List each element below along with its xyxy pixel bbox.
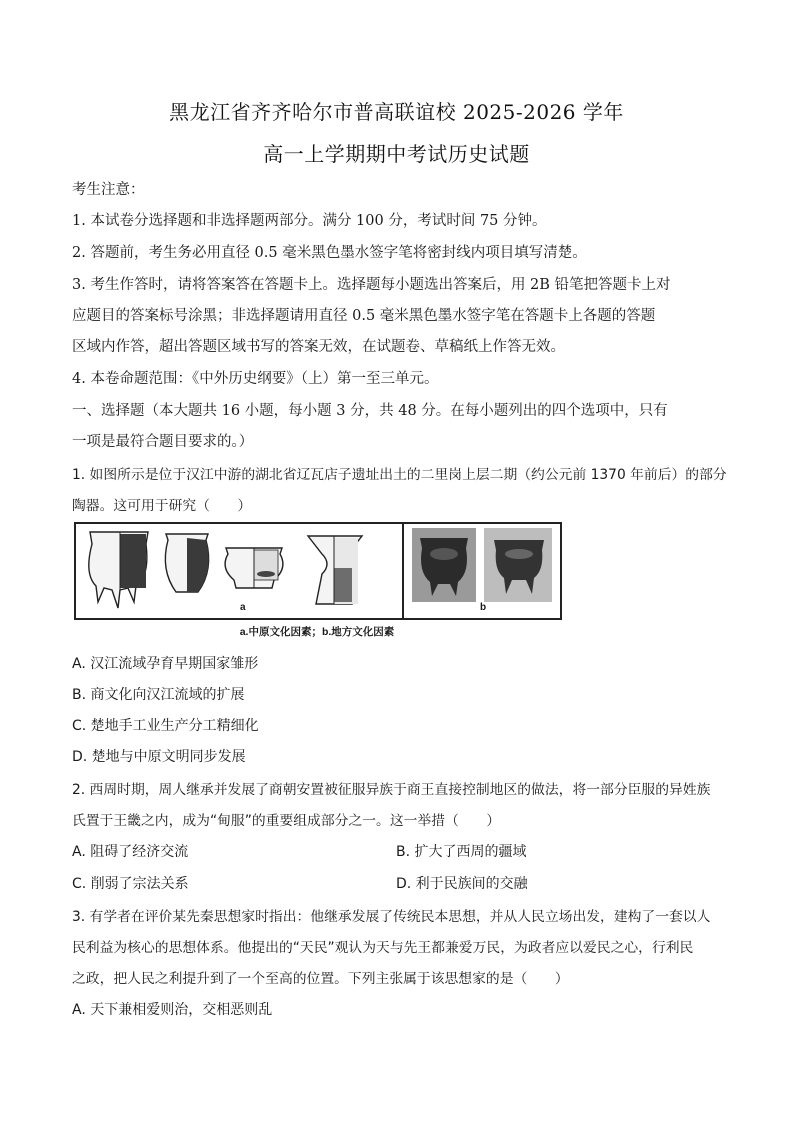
q3-stem-cont: 民利益为核心的思想体系。他提出的“天民”观认为天与先王都兼爱万民，为政者应以爱民之心，行利民 (72, 940, 694, 956)
q2-option-c: C. 削弱了宗法关系 (72, 876, 189, 892)
figure-caption: a.中原文化因素；b.地方文化因素 (239, 626, 395, 638)
figure-panel-a (74, 522, 404, 620)
q1-option-d: D. 楚地与中原文明同步发展 (72, 749, 246, 765)
notice-item: 2. 答题前，考生务必用直径 0.5 毫米黑色墨水签字笔将密封线内项目填写清楚。 (72, 245, 587, 261)
section-heading: 一、选择题（本大题共 16 小题，每小题 3 分，共 48 分。在每小题列出的四个选项中，只有 (72, 403, 668, 419)
figure-label-a: a (240, 602, 246, 613)
q2-stem: 2. 西周时期，周人继承并发展了商朝安置被征服异族于商王直接控制地区的做法，将一部分臣服的异姓族 (72, 782, 711, 798)
q1-option-a: A. 汉江流域孕育早期国家雏形 (72, 656, 259, 672)
notice-item: 应题目的答案标号涂黑；非选择题请用直径 0.5 毫米黑色墨水签字笔在答题卡上各题的答题 (72, 308, 656, 324)
q1-option-b: B. 商文化向汉江流域的扩展 (72, 687, 245, 703)
q3-option-a: A. 天下兼相爱则治，交相恶则乱 (72, 1002, 273, 1018)
q2-option-b: B. 扩大了西周的疆域 (396, 844, 527, 860)
notice-item: 4. 本卷命题范围：《中外历史纲要》（上）第一至三单元。 (72, 371, 439, 387)
q1-option-c: C. 楚地手工业生产分工精细化 (72, 718, 259, 734)
q2-option-a: A. 阻碍了经济交流 (72, 844, 189, 860)
notice-heading: 考生注意： (72, 182, 145, 198)
q1-stem: 1. 如图所示是位于汉江中游的湖北省辽瓦店子遗址出土的二里岗上层二期（约公元前 1370 年前后）的部分 (72, 467, 727, 483)
notice-item: 区域内作答，超出答题区域书写的答案无效，在试题卷、草稿纸上作答无效。 (72, 339, 565, 355)
figure-label-b: b (480, 602, 487, 613)
section-heading-cont: 一项是最符合题目要求的。） (72, 434, 254, 450)
q1-stem-cont: 陶器。这可用于研究（ ） (72, 498, 252, 514)
pottery-figure (74, 522, 560, 640)
q3-stem-cont: 之政，把人民之利提升到了一个至高的位置。下列主张属于该思想家的是（ ） (72, 971, 569, 987)
q3-stem: 3. 有学者在评价某先秦思想家时指出：他继承发展了传统民本思想，并从人民立场出发，建构了一套以人 (72, 909, 711, 925)
q2-stem-cont: 氏置于王畿之内，成为“甸服”的重要组成部分之一。这一举措（ ） (72, 813, 501, 829)
exam-title-line2: 高一上学期期中考试历史试题 (263, 142, 530, 166)
notice-item: 3. 考生作答时，请将答案答在答题卡上。选择题每小题选出答案后，用 2B 铅笔把答题卡上对 (72, 277, 671, 293)
q2-option-d: D. 利于民族间的交融 (396, 876, 528, 892)
figure-panel-b (402, 522, 562, 620)
exam-title-line1: 黑龙江省齐齐哈尔市普高联谊校 2025-2026 学年 (169, 100, 624, 124)
notice-item: 1. 本试卷分选择题和非选择题两部分。满分 100 分，考试时间 75 分钟。 (72, 213, 547, 229)
